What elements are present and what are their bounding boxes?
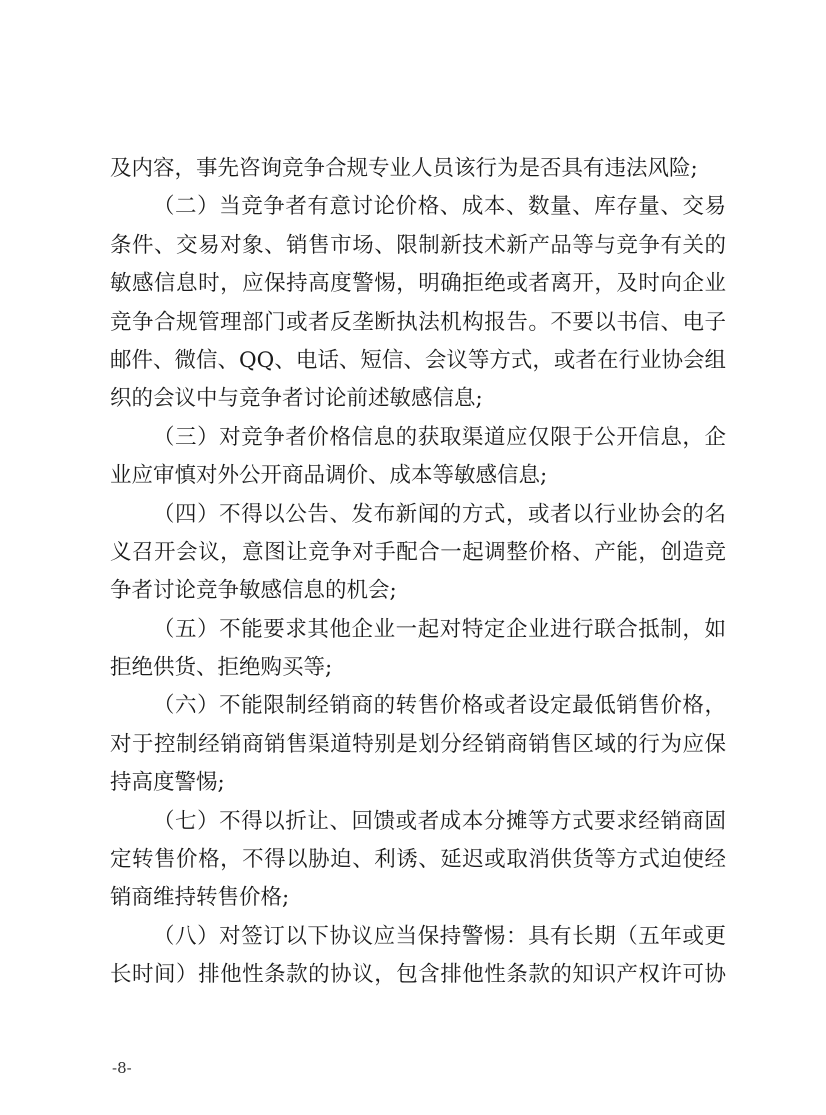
- text-line: （二）当竞争者有意讨论价格、成本、数量、库存量、交易: [153, 194, 726, 220]
- text-line: 销商维持转售价格;: [110, 885, 290, 911]
- text-line: （五）不能要求其他企业一起对特定企业进行联合抵制，如: [153, 616, 726, 642]
- text-line: （六）不能限制经销商的转售价格或者设定最低销售价格，: [153, 693, 726, 719]
- text-line: 邮件、微信、QQ、电话、短信、会议等方式，或者在行业协会组: [110, 347, 726, 373]
- text-line: 争者讨论竞争敏感信息的机会;: [110, 578, 397, 604]
- text-line: （八）对签订以下协议应当保持警惕：具有长期（五年或更: [153, 923, 726, 949]
- text-line: 拒绝供货、拒绝购买等;: [110, 655, 333, 681]
- text-line: （四）不得以公告、发布新闻的方式，或者以行业协会的名: [153, 501, 726, 527]
- text-line: （七）不得以折让、回馈或者成本分摊等方式要求经销商固: [153, 808, 726, 834]
- text-line: 义召开会议，意图让竞争对手配合一起调整价格、产能，创造竞: [110, 539, 726, 565]
- text-line: 敏感信息时，应保持高度警惕，明确拒绝或者离开，及时向企业: [110, 271, 726, 297]
- text-line: 对于控制经销商销售渠道特别是划分经销商销售区域的行为应保: [110, 731, 726, 757]
- text-line: 定转售价格，不得以胁迫、利诱、延迟或取消供货等方式迫使经: [110, 847, 726, 873]
- text-line: 长时间）排他性条款的协议，包含排他性条款的知识产权许可协: [110, 962, 726, 988]
- page-number: -8-: [112, 1059, 132, 1077]
- body-text: [110, 150, 726, 995]
- text-line: 业应审慎对外公开商品调价、成本等敏感信息;: [110, 463, 548, 489]
- text-line: 织的会议中与竞争者讨论前述敏感信息;: [110, 386, 483, 412]
- text-line: 竞争合规管理部门或者反垄断执法机构报告。不要以书信、电子: [110, 309, 726, 335]
- text-line: 及内容，事先咨询竞争合规专业人员该行为是否具有违法风险;: [110, 156, 698, 181]
- text-line: 条件、交易对象、销售市场、限制新技术新产品等与竞争有关的: [110, 232, 726, 258]
- text-line: （三）对竞争者价格信息的获取渠道应仅限于公开信息，企: [153, 424, 726, 450]
- text-line: 持高度警惕;: [110, 770, 225, 796]
